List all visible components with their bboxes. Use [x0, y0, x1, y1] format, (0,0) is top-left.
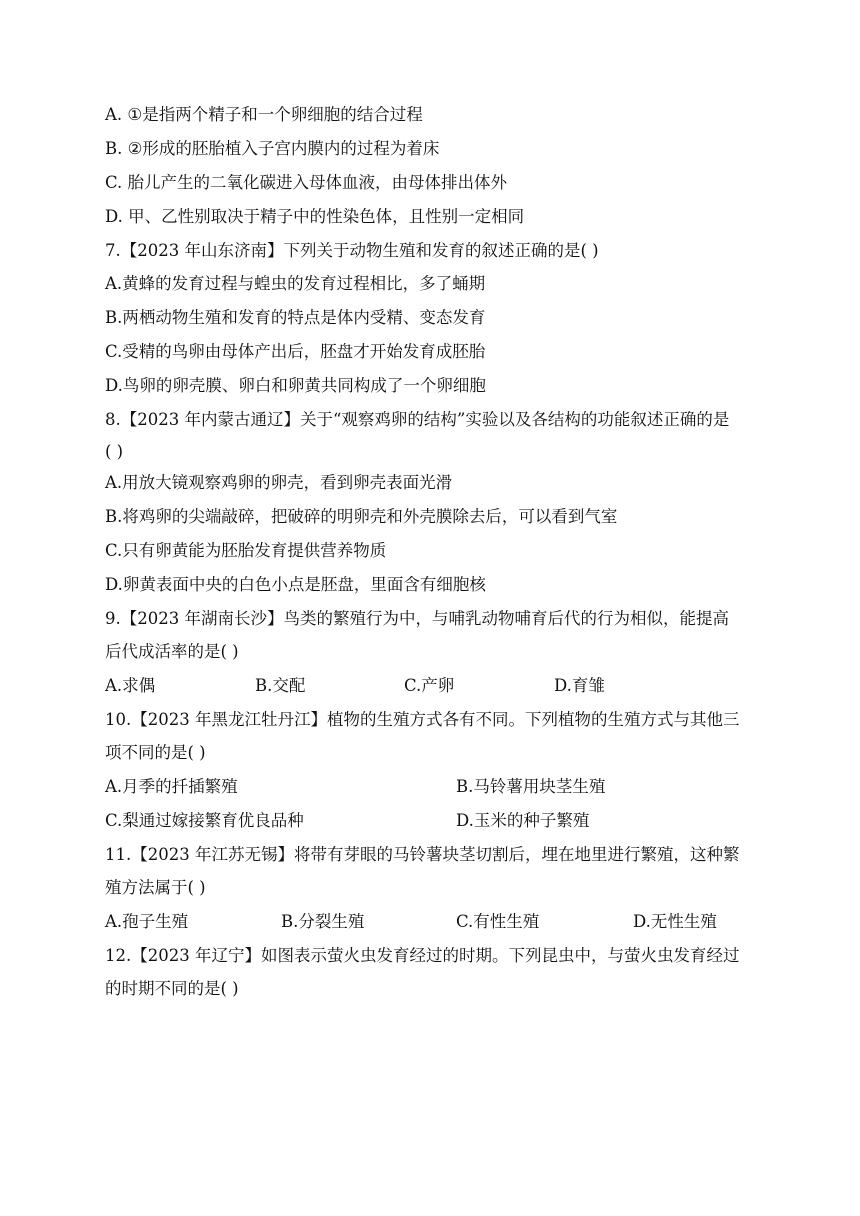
- q8-option-a: A.用放大镜观察鸡卵的卵壳，看到卵壳表面光滑: [105, 473, 453, 492]
- q10-stem-line2: 项不同的是( ): [105, 743, 206, 762]
- q10-option-a: A.月季的扦插繁殖: [105, 777, 238, 796]
- q7-option-b: B.两栖动物生殖和发育的特点是体内受精、变态发育: [105, 308, 486, 327]
- q7-option-d: D.鸟卵的卵壳膜、卵白和卵黄共同构成了一个卵细胞: [105, 376, 486, 395]
- q8-option-d: D.卵黄表面中央的白色小点是胚盘，里面含有细胞核: [105, 575, 486, 594]
- q9-stem-line2: 后代成活率的是( ): [105, 642, 239, 661]
- q10-option-b: B.马铃薯用块茎生殖: [456, 777, 606, 796]
- q8-stem-line1: 8.【2023 年内蒙古通辽】关于“观察鸡卵的结构”实验以及各结构的功能叙述正确的是: [105, 410, 730, 429]
- q7-stem: 7.【2023 年山东济南】下列关于动物生殖和发育的叙述正确的是( ): [105, 241, 599, 260]
- q10-option-c: C.梨通过嫁接繁育优良品种: [105, 811, 304, 830]
- q7-option-a: A.黄蜂的发育过程与蝗虫的发育过程相比，多了蛹期: [105, 274, 486, 293]
- q8-option-b: B.将鸡卵的尖端敲碎，把破碎的明卵壳和外壳膜除去后，可以看到气室: [105, 507, 618, 526]
- q7-option-c: C.受精的鸟卵由母体产出后，胚盘才开始发育成胚胎: [105, 342, 486, 361]
- q6-option-b: B. ②形成的胚胎植入子宫内膜内的过程为着床: [105, 139, 440, 158]
- q11-option-a: A.孢子生殖: [105, 912, 189, 931]
- q9-option-c: C.产卵: [404, 676, 455, 695]
- q10-option-d: D.玉米的种子繁殖: [456, 811, 590, 830]
- q6-option-c: C. 胎儿产生的二氧化碳进入母体血液，由母体排出体外: [105, 173, 508, 192]
- q8-stem-line2: ( ): [105, 442, 124, 461]
- q11-stem-line2: 殖方法属于( ): [105, 878, 206, 897]
- q11-option-c: C.有性生殖: [456, 912, 540, 931]
- q11-stem-line1: 11.【2023 年江苏无锡】将带有芽眼的马铃薯块茎切割后，埋在地里进行繁殖，这种繁: [105, 845, 740, 864]
- q6-option-a: A. ①是指两个精子和一个卵细胞的结合过程: [105, 105, 423, 124]
- q9-option-d: D.育雏: [554, 676, 605, 695]
- q12-stem-line2: 的时期不同的是( ): [105, 979, 239, 998]
- q8-option-c: C.只有卵黄能为胚胎发育提供营养物质: [105, 541, 387, 560]
- q11-option-d: D.无性生殖: [633, 912, 717, 931]
- q9-stem-line1: 9.【2023 年湖南长沙】鸟类的繁殖行为中，与哺乳动物哺育后代的行为相似，能提高: [105, 609, 729, 628]
- q11-option-b: B.分裂生殖: [281, 912, 365, 931]
- q10-stem-line1: 10.【2023 年黑龙江牡丹江】植物的生殖方式各有不同。下列植物的生殖方式与其他三: [105, 710, 740, 729]
- q9-option-a: A.求偶: [105, 676, 156, 695]
- q6-option-d: D. 甲、乙性别取决于精子中的性染色体，且性别一定相同: [105, 207, 525, 226]
- q12-stem-line1: 12.【2023 年辽宁】如图表示萤火虫发育经过的时期。下列昆虫中，与萤火虫发育经过: [105, 946, 740, 965]
- q9-option-b: B.交配: [255, 676, 306, 695]
